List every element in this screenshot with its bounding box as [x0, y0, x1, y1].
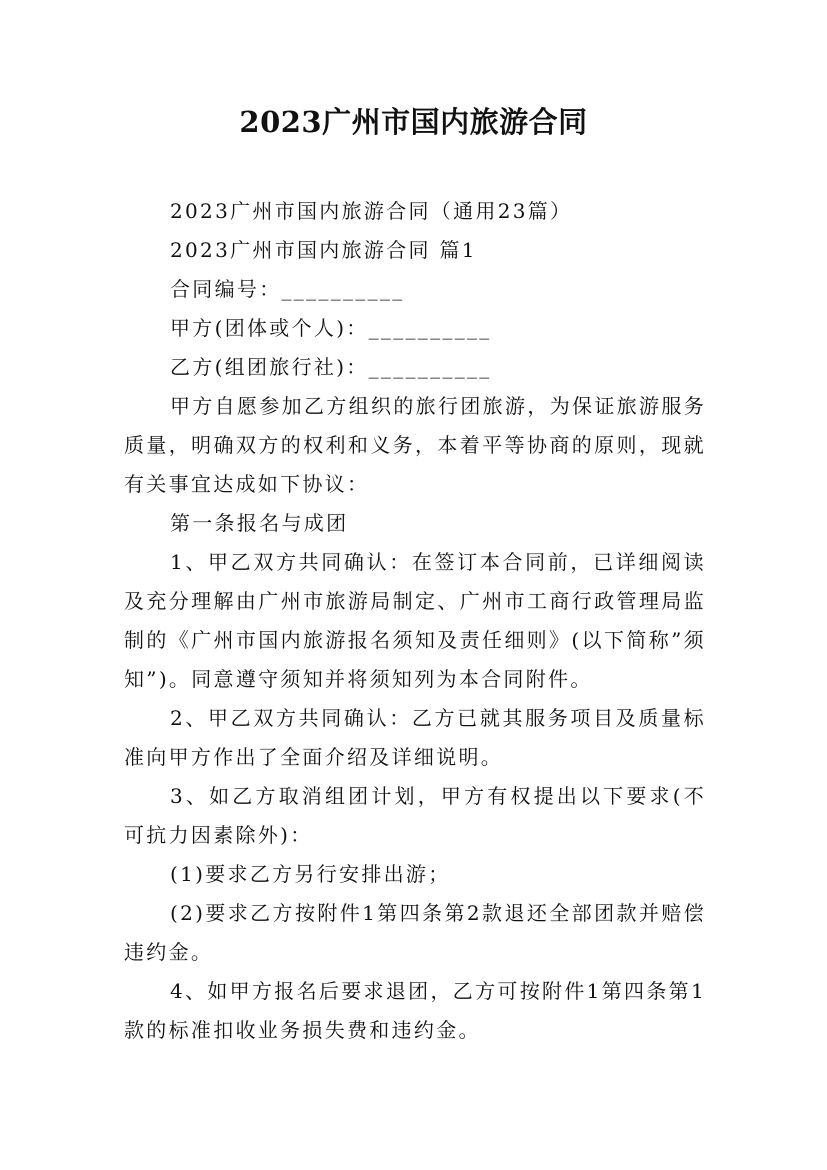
paragraph-clause-2: 2、甲乙双方共同确认：乙方已就其服务项目及质量标准向甲方作出了全面介绍及详细说明。	[124, 706, 706, 769]
paragraph-section-title: 2023广州市国内旅游合同 篇1	[170, 238, 477, 262]
paragraph-article-1: 第一条报名与成团	[170, 511, 349, 535]
paragraph-sub-item-1: (1)要求乙方另行安排出游；	[170, 862, 451, 886]
paragraph-sub-item-2: (2)要求乙方按附件1第四条第2款退还全部团款并赔偿违约金。	[124, 901, 706, 964]
paragraph-clause-4: 4、如甲方报名后要求退团，乙方可按附件1第四条第1款的标准扣收业务损失费和违约金。	[124, 979, 706, 1042]
paragraph-party-a: 甲方(团体或个人)：__________	[170, 316, 492, 340]
paragraph-contract-number: 合同编号：__________	[170, 277, 405, 301]
document-body	[124, 192, 706, 1050]
paragraph-intro: 甲方自愿参加乙方组织的旅行团旅游，为保证旅游服务质量，明确双方的权利和义务，本着平等协商的原则，现就有关事宜达成如下协议：	[124, 394, 706, 496]
paragraph-clause-3: 3、如乙方取消组团计划，甲方有权提出以下要求(不可抗力因素除外)：	[124, 784, 706, 847]
paragraph-party-b: 乙方(组团旅行社)：__________	[170, 355, 492, 379]
document-title: 2023广州市国内旅游合同	[239, 105, 588, 139]
paragraph-contract-heading: 2023广州市国内旅游合同（通用23篇）	[170, 199, 573, 223]
paragraph-clause-1: 1、甲乙双方共同确认：在签订本合同前，已详细阅读及充分理解由广州市旅游局制定、广州市工商行政管理局监制的《广州市国内旅游报名须知及责任细则》(以下简称”须知”)。同意遵守须知并将须知列为本合同附件。	[124, 550, 706, 691]
